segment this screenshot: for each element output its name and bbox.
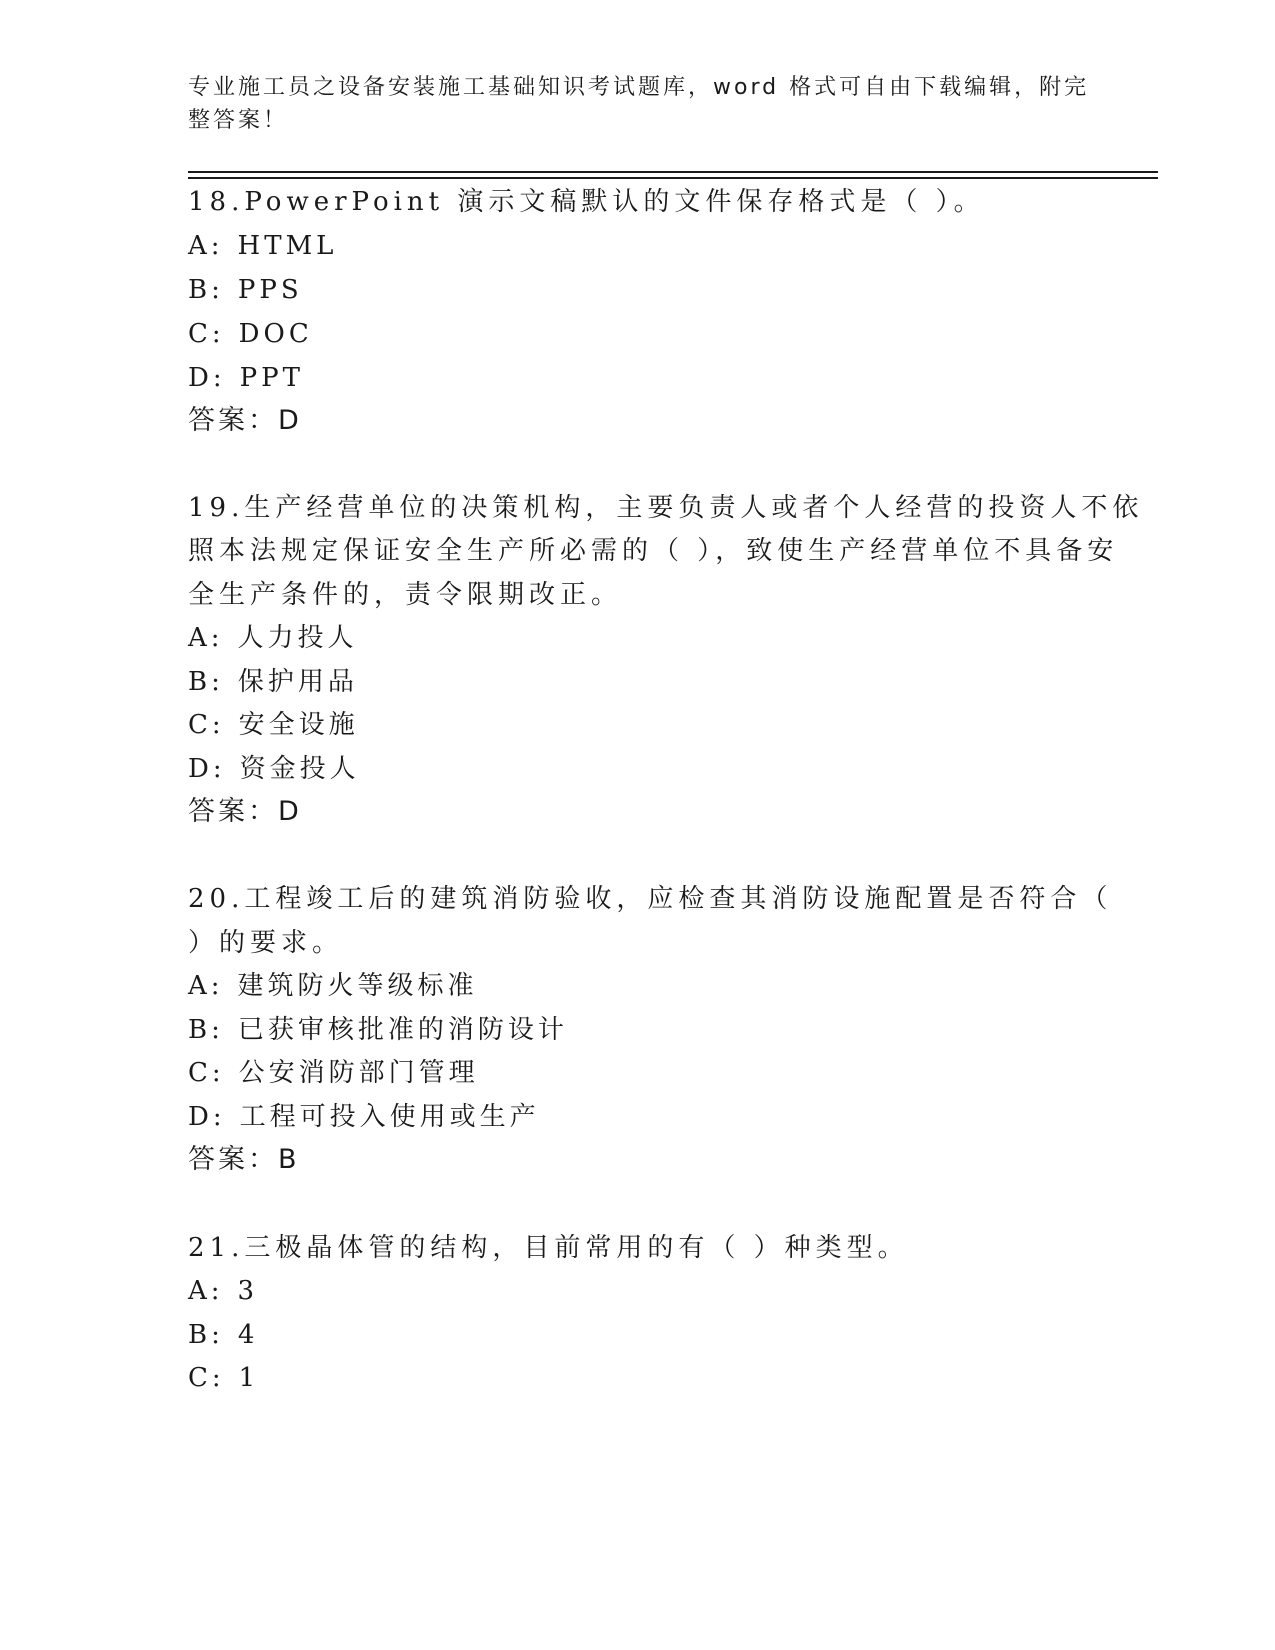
question-20-option-c bbox=[188, 1055, 479, 1091]
option-label: A: bbox=[188, 1276, 224, 1306]
question-18-option-b bbox=[188, 272, 303, 308]
question-18-text: 18.PowerPoint 演示文稿默认的文件保存格式是（ ）。 bbox=[188, 187, 985, 217]
option-label: B: bbox=[188, 1320, 224, 1350]
option-text: 4 bbox=[237, 1320, 259, 1350]
header-rule-bottom bbox=[188, 177, 1158, 179]
option-text: 建筑防火等级标准 bbox=[237, 971, 478, 1001]
question-20-option-b bbox=[188, 1012, 568, 1048]
header-rule-top bbox=[188, 171, 1158, 173]
option-label: B: bbox=[188, 667, 224, 697]
document-title-line-2: 整答案！ bbox=[188, 108, 289, 133]
question-19-text-line-1: 19.生产经营单位的决策机构，主要负责人或者个人经营的投资人不依 bbox=[188, 493, 1144, 523]
option-label: C: bbox=[188, 1363, 225, 1393]
question-19-text-line-2: 照本法规定保证安全生产所必需的（ ），致使生产经营单位不具备安 bbox=[188, 536, 1119, 566]
question-19-option-a bbox=[188, 620, 358, 656]
option-text: 保护用品 bbox=[237, 667, 358, 697]
option-label: A: bbox=[188, 623, 224, 653]
option-text: DOC bbox=[238, 319, 313, 349]
question-18-answer: 答案：D bbox=[188, 405, 302, 436]
option-label: C: bbox=[188, 319, 225, 349]
option-label: D: bbox=[188, 1102, 226, 1132]
document-title-line-1: 专业施工员之设备安装施工基础知识考试题库，word 格式可自由下载编辑，附完 bbox=[188, 75, 1090, 100]
option-text: 1 bbox=[238, 1363, 260, 1393]
option-text: 安全设施 bbox=[238, 710, 359, 740]
option-label: B: bbox=[188, 275, 224, 305]
option-label: A: bbox=[188, 231, 224, 261]
option-text: 已获审核批准的消防设计 bbox=[237, 1015, 568, 1045]
option-text: 3 bbox=[237, 1276, 259, 1306]
question-21-option-b bbox=[188, 1317, 258, 1353]
question-18-option-d bbox=[188, 360, 304, 396]
option-text: HTML bbox=[237, 231, 338, 261]
question-19-option-d bbox=[188, 751, 360, 787]
question-19-option-c bbox=[188, 707, 359, 743]
option-label: C: bbox=[188, 710, 225, 740]
option-label: A: bbox=[188, 971, 224, 1001]
option-text: 资金投人 bbox=[239, 754, 360, 784]
question-21-option-a bbox=[188, 1273, 258, 1309]
question-21-option-c bbox=[188, 1360, 259, 1396]
question-20-answer: 答案：B bbox=[188, 1144, 300, 1175]
option-text: 公安消防部门管理 bbox=[238, 1058, 479, 1088]
option-label: C: bbox=[188, 1058, 225, 1088]
option-label: D: bbox=[188, 754, 226, 784]
option-text: PPT bbox=[239, 363, 304, 393]
question-19-text-line-3: 全生产条件的，责令限期改正。 bbox=[188, 580, 623, 610]
question-20-option-a bbox=[188, 968, 478, 1004]
question-20-text-line-1: 20.工程竣工后的建筑消防验收，应检查其消防设施配置是否符合（ bbox=[188, 884, 1113, 914]
question-20-option-d bbox=[188, 1099, 540, 1135]
option-label: D: bbox=[188, 363, 226, 393]
question-21-text: 21.三极晶体管的结构，目前常用的有（ ）种类型。 bbox=[188, 1233, 909, 1263]
question-18-option-a bbox=[188, 228, 337, 264]
option-label: B: bbox=[188, 1015, 224, 1045]
option-text: PPS bbox=[237, 275, 303, 305]
question-20-text-line-2: ）的要求。 bbox=[188, 928, 344, 958]
question-18-option-c bbox=[188, 316, 313, 352]
option-text: 人力投人 bbox=[237, 623, 358, 653]
question-19-answer: 答案：D bbox=[188, 796, 302, 827]
question-19-option-b bbox=[188, 664, 358, 700]
option-text: 工程可投入使用或生产 bbox=[239, 1102, 540, 1132]
